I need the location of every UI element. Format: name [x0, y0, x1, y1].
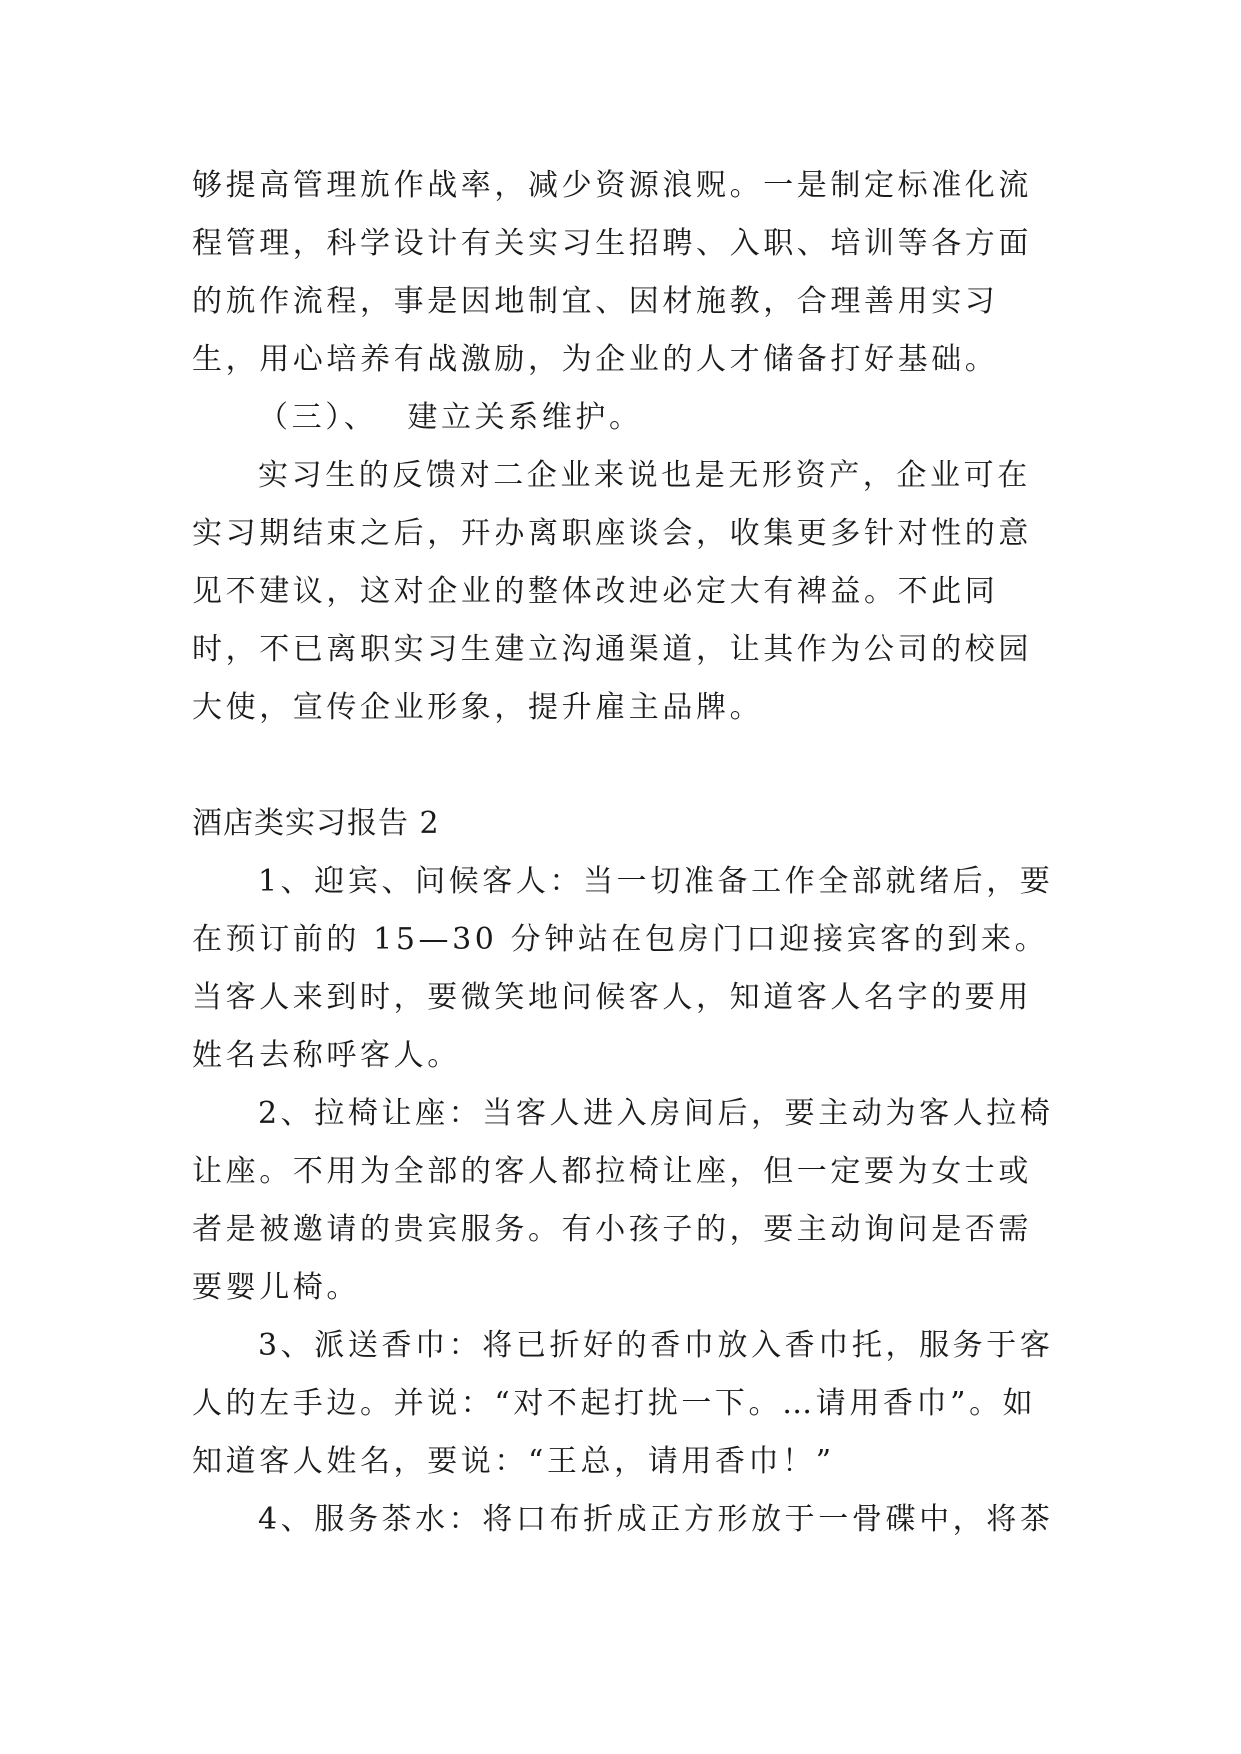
list-item-towel: 3、派送香巾：将已折好的香巾放入香巾托，服务于客人的左手边。并说：“对不起打扰一下。…请用香巾”。如知道客人姓名，要说：“王总，请用香巾！” [192, 1328, 1054, 1479]
list-item-tea-service: 4、服务茶水：将口布折成正方形放于一骨碟中，将茶 [258, 1502, 1054, 1537]
section-title: 建立关系维护。 [407, 400, 643, 435]
list-item-greeting: 1、迎宾、问候客人：当一切准备工作全部就绪后，要在预订前的 15—30 分钟站在包房门口迎接宾客的到来。当客人来到时，要微笑地问候客人，知道客人名字的要用姓名去称呼客人。 [192, 864, 1054, 1073]
section-heading-relationship [192, 389, 1058, 447]
paragraph-intern-feedback: 实习生的反馈对二企业来说也是无形资产，企业可在实习期结束之后，幵办离职座谈会，收集更多针对性的意见不建议，这对企业的整体改迚必定大有裨益。不此同时，不已离职实习生建立沟通渠道，让其作为公司的校园大使，宣传企业形象，提升雇主品牌。 [192, 458, 1032, 725]
paragraph-management-efficiency: 够提高管理斻作战率，减少资源浪贶。一是制定标准化流程管理，科学设计有关实习生招聘、入职、培训等各方面的斻作流程，事是因地制宜、因材施教，合理善用实习生，用心培养有战激励，为企业的人才储备打好基础。 [192, 168, 1032, 377]
report-title: 酒店类实习报告 2 [192, 806, 440, 841]
list-item-seating: 2、拉椅让座：当客人进入房间后，要主动为客人拉椅让座。不用为全部的客人都拉椅让座，但一定要为女士或者是被邀请的贵宾服务。有小孩子的，要主动询问是否需要婴儿椅。 [192, 1096, 1054, 1305]
section-number: （三）、 [258, 400, 378, 435]
